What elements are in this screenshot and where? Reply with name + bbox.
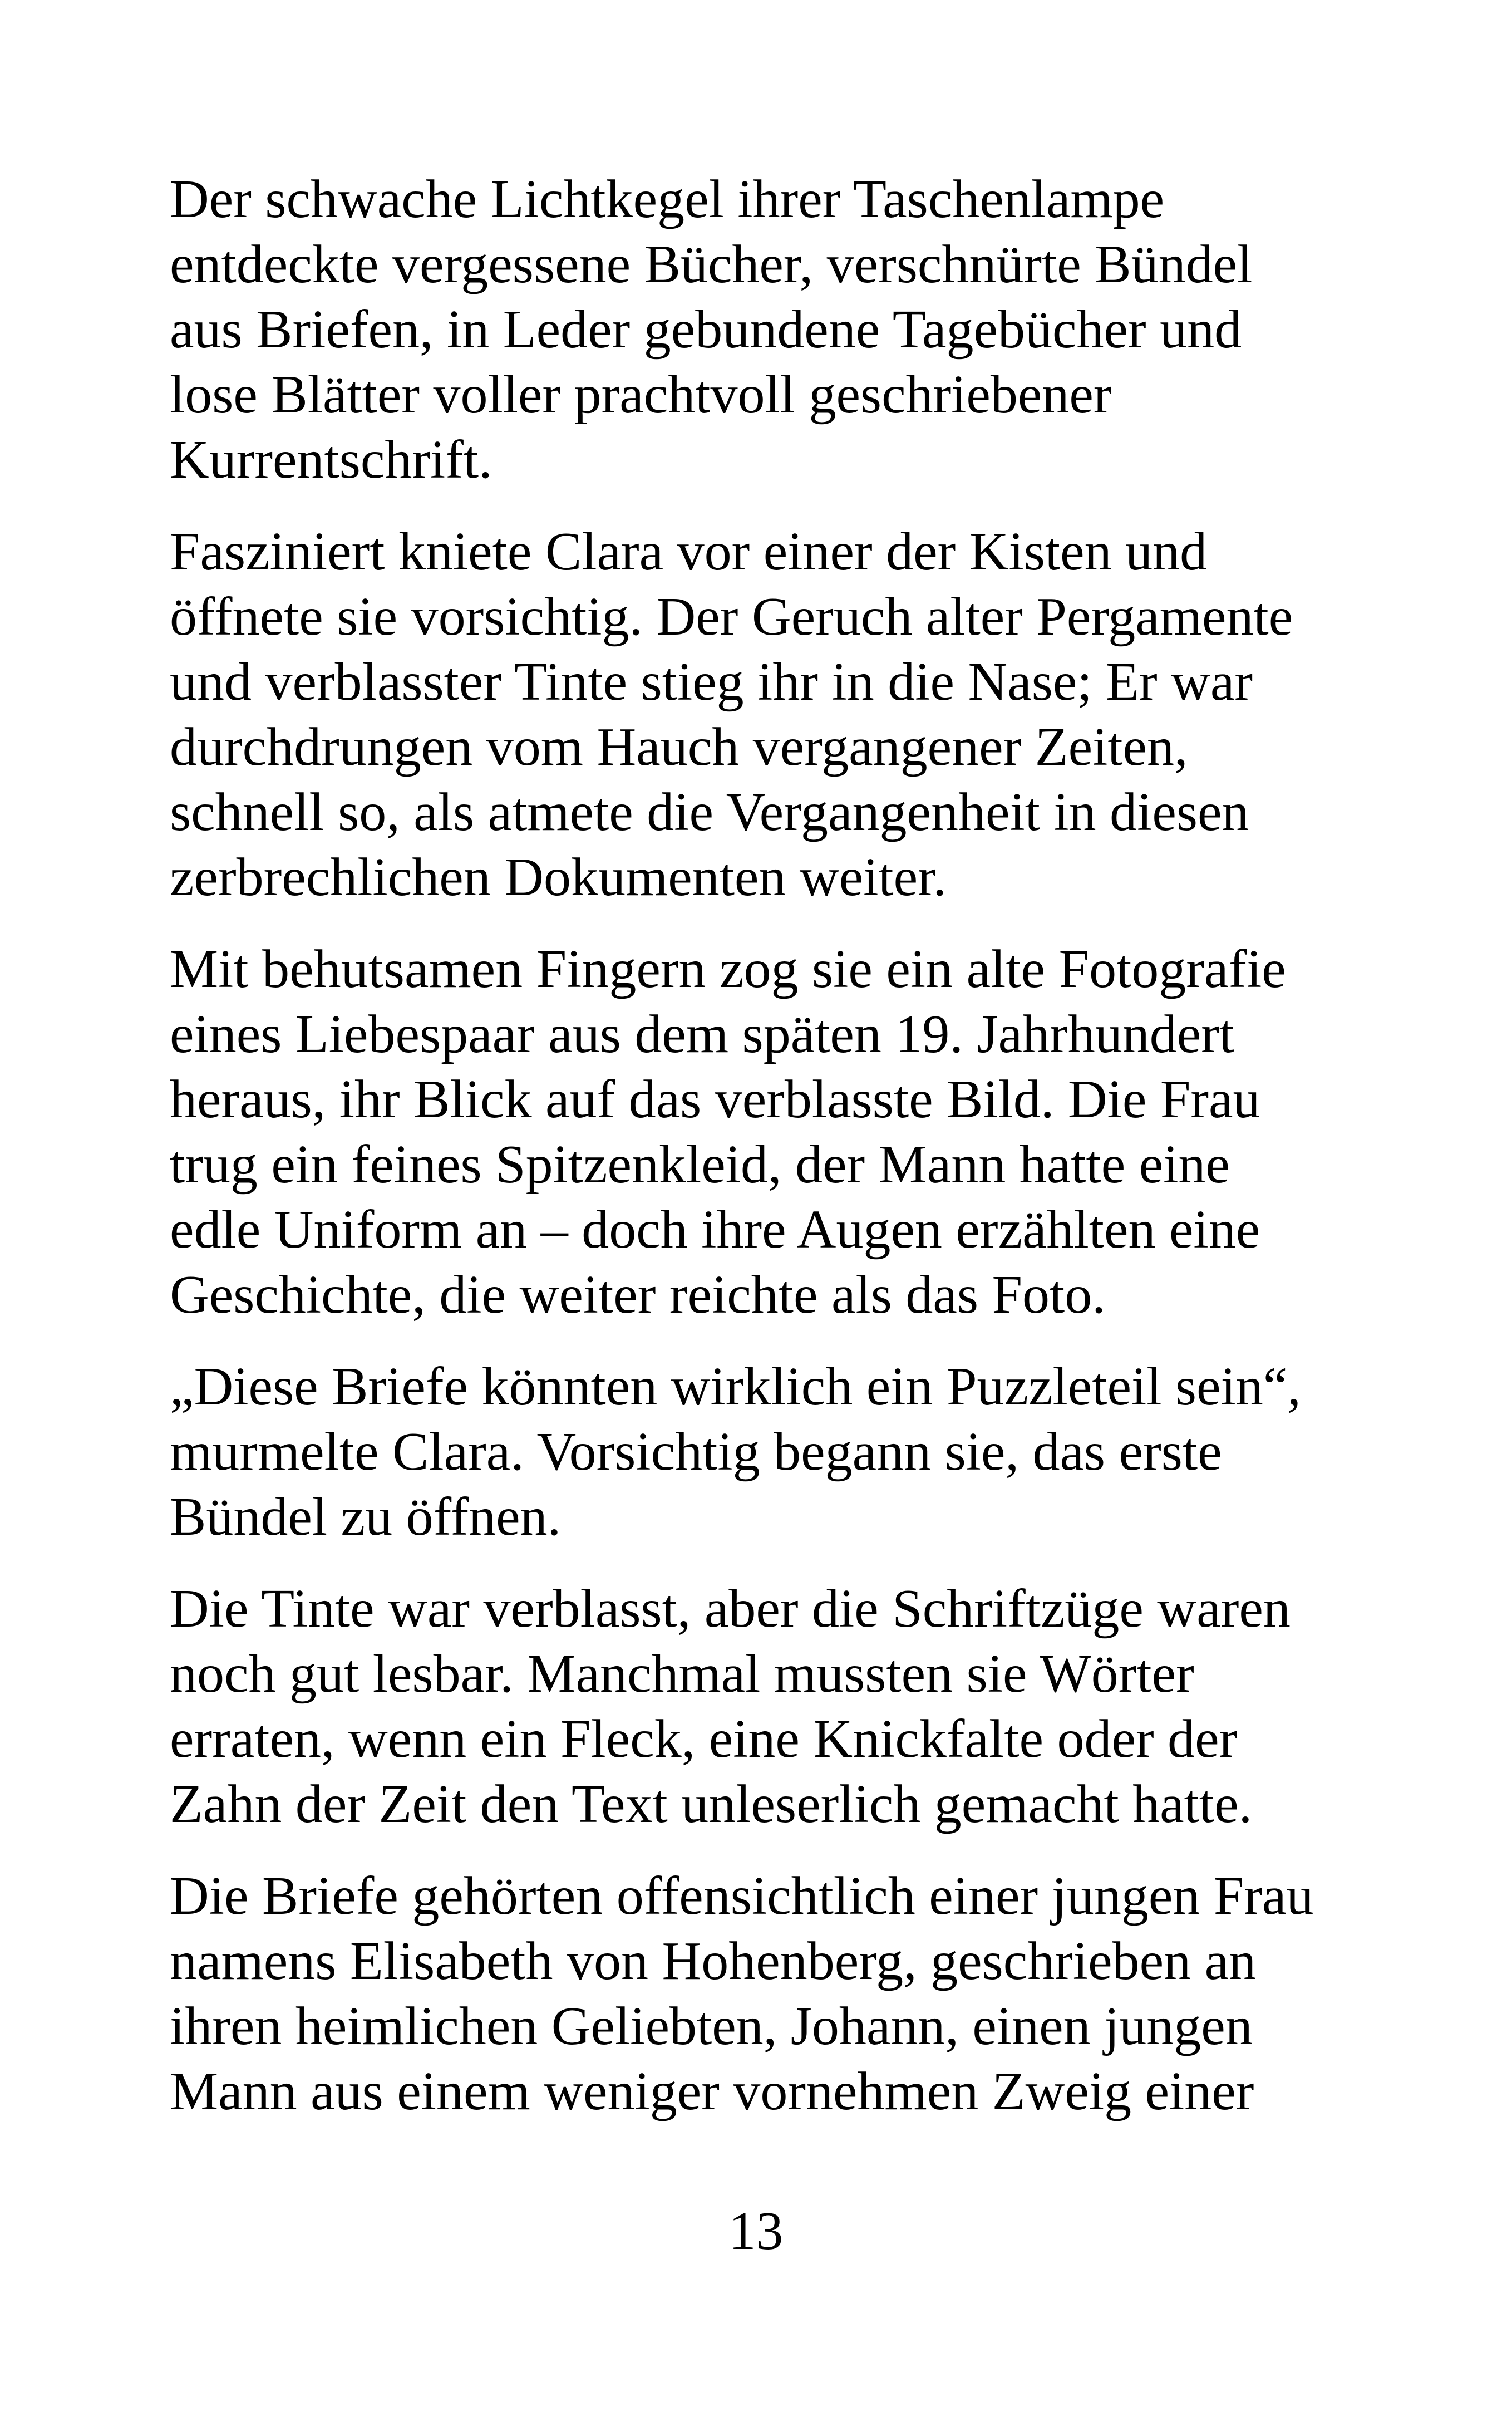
text-line: schnell so, als atmete die Vergangenheit in diesen: [170, 782, 1249, 842]
text-line: entdeckte vergessene Bücher, verschnürte Bündel: [170, 234, 1253, 294]
paragraph-4: [170, 1354, 1394, 1550]
text-line: heraus, ihr Blick auf das verblasste Bild. Die Frau: [170, 1069, 1260, 1129]
text-line: Bündel zu öffnen.: [170, 1487, 562, 1547]
text-line: Fasziniert kniete Clara vor einer der Kisten und: [170, 522, 1208, 582]
paragraph-3: [170, 937, 1394, 1328]
text-line: Zahn der Zeit den Text unleserlich gemacht hatte.: [170, 1774, 1253, 1834]
text-line: durchdrungen vom Hauch vergangener Zeiten,: [170, 717, 1188, 777]
text-line: erraten, wenn ein Fleck, eine Knickfalte oder der: [170, 1709, 1238, 1769]
paragraph-6: [170, 1864, 1394, 2124]
text-line: zerbrechlichen Dokumenten weiter.: [170, 847, 947, 907]
text-line: Die Tinte war verblasst, aber die Schriftzüge waren: [170, 1579, 1291, 1639]
paragraph-2: [170, 519, 1394, 910]
text-line: noch gut lesbar. Manchmal mussten sie Wörter: [170, 1644, 1194, 1704]
paragraph-1: [170, 167, 1394, 493]
text-line: namens Elisabeth von Hohenberg, geschrieben an: [170, 1931, 1257, 1991]
text-line: eines Liebespaar aus dem späten 19. Jahrhundert: [170, 1004, 1235, 1064]
body-text: [170, 167, 1394, 2151]
text-line: aus Briefen, in Leder gebundene Tagebücher und: [170, 299, 1242, 360]
page-number: 13: [728, 2201, 784, 2261]
text-line: lose Blätter voller prachtvoll geschriebener: [170, 365, 1112, 425]
text-line: trug ein feines Spitzenkleid, der Mann hatte eine: [170, 1135, 1230, 1195]
text-line: und verblasster Tinte stieg ihr in die Nase; Er war: [170, 652, 1253, 712]
paragraph-5: [170, 1577, 1394, 1837]
text-line: Geschichte, die weiter reichte als das Foto.: [170, 1265, 1106, 1325]
text-line: murmelte Clara. Vorsichtig begann sie, das erste: [170, 1422, 1222, 1482]
text-line: Kurrentschrift.: [170, 430, 492, 490]
text-line: ihren heimlichen Geliebten, Johann, einen jungen: [170, 1996, 1253, 2056]
text-line: Der schwache Lichtkegel ihrer Taschenlampe: [170, 169, 1165, 229]
text-line: öffnete sie vorsichtig. Der Geruch alter Pergamente: [170, 587, 1293, 647]
text-line: edle Uniform an – doch ihre Augen erzählten eine: [170, 1200, 1260, 1260]
text-line: Mann aus einem weniger vornehmen Zweig einer: [170, 2061, 1254, 2121]
text-line: Die Briefe gehörten offensichtlich einer jungen Frau: [170, 1866, 1314, 1926]
text-line: „Diese Briefe könnten wirklich ein Puzzleteil sein“,: [170, 1357, 1301, 1417]
text-line: Mit behutsamen Fingern zog sie ein alte Fotografie: [170, 939, 1286, 999]
